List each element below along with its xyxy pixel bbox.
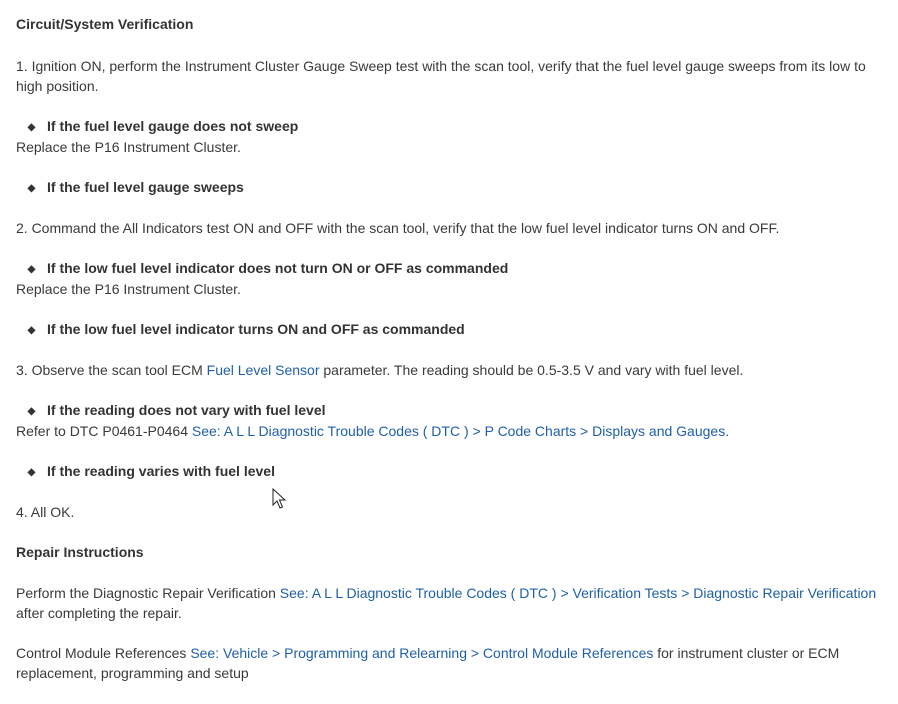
step-2-text: 2. Command the All Indicators test ON and OFF with the scan tool, verify that the low fuel level indicator turns ON and OFF. (16, 220, 780, 236)
step-2-fail-condition (16, 258, 508, 281)
control-module-references-pre: Control Module References (16, 645, 191, 661)
control-module-references-link[interactable]: See: Vehicle > Programming and Relearning > Control Module References (190, 645, 654, 661)
step-4-text: 4. All OK. (16, 504, 75, 520)
repair-verification-line-1 (16, 583, 876, 603)
section-title-repair-instructions: Repair Instructions (16, 544, 144, 560)
repair-verification-line-2: after completing the repair. (16, 605, 182, 621)
control-module-references-post: for instrument cluster or ECM (653, 645, 840, 661)
step-3-fail-condition (16, 400, 326, 423)
step-2-fail-action: Replace the P16 Instrument Cluster. (16, 281, 241, 297)
diamond-bullet-icon: ◆ (27, 406, 36, 417)
step-2-fail-label: If the low fuel level indicator does not turn ON or OFF as commanded (47, 260, 509, 276)
repair-verification-pre: Perform the Diagnostic Repair Verification (16, 585, 280, 601)
step-3-pass-condition (16, 461, 275, 484)
control-module-references-line-1 (16, 643, 839, 663)
step-3-pass-label: If the reading varies with fuel level (47, 463, 275, 479)
step-3-text-pre: 3. Observe the scan tool ECM (16, 362, 207, 378)
step-1-pass-label: If the fuel level gauge sweeps (47, 179, 244, 195)
diamond-bullet-icon: ◆ (27, 264, 36, 275)
step-1-fail-condition (16, 116, 298, 139)
step-2-pass-label: If the low fuel level indicator turns ON and OFF as commanded (47, 321, 465, 337)
step-3-fail-action (16, 421, 729, 441)
control-module-references-line-2: replacement, programming and setup (16, 665, 249, 681)
step-1-pass-condition (16, 177, 244, 200)
step-3-fail-action-pre: Refer to DTC P0461-P0464 (16, 423, 192, 439)
fuel-level-sensor-link[interactable]: Fuel Level Sensor (206, 362, 320, 378)
step-1-text-line-2: high position. (16, 78, 99, 94)
step-3-fail-label: If the reading does not vary with fuel level (47, 402, 326, 418)
diamond-bullet-icon: ◆ (27, 122, 36, 133)
diamond-bullet-icon: ◆ (27, 325, 36, 336)
section-title-circuit-verification: Circuit/System Verification (16, 16, 194, 32)
step-1-text-line-1: 1. Ignition ON, perform the Instrument Cluster Gauge Sweep test with the scan tool, verify that the fuel level gauge sweeps from its low to (16, 58, 866, 74)
step-1-fail-action: Replace the P16 Instrument Cluster. (16, 139, 241, 155)
diamond-bullet-icon: ◆ (27, 183, 36, 194)
diagnostic-repair-verification-link[interactable]: See: A L L Diagnostic Trouble Codes ( DTC ) > Verification Tests > Diagnostic Repair Verification (279, 585, 877, 601)
step-3-text-post: parameter. The reading should be 0.5-3.5 V and vary with fuel level. (319, 362, 744, 378)
step-1-fail-label: If the fuel level gauge does not sweep (47, 118, 299, 134)
mouse-pointer-icon (272, 488, 286, 510)
displays-and-gauges-link[interactable]: See: A L L Diagnostic Trouble Codes ( DTC ) > P Code Charts > Displays and Gauges. (191, 423, 730, 439)
diamond-bullet-icon: ◆ (27, 467, 36, 478)
step-2-pass-condition (16, 319, 465, 342)
step-3-text (16, 360, 743, 380)
